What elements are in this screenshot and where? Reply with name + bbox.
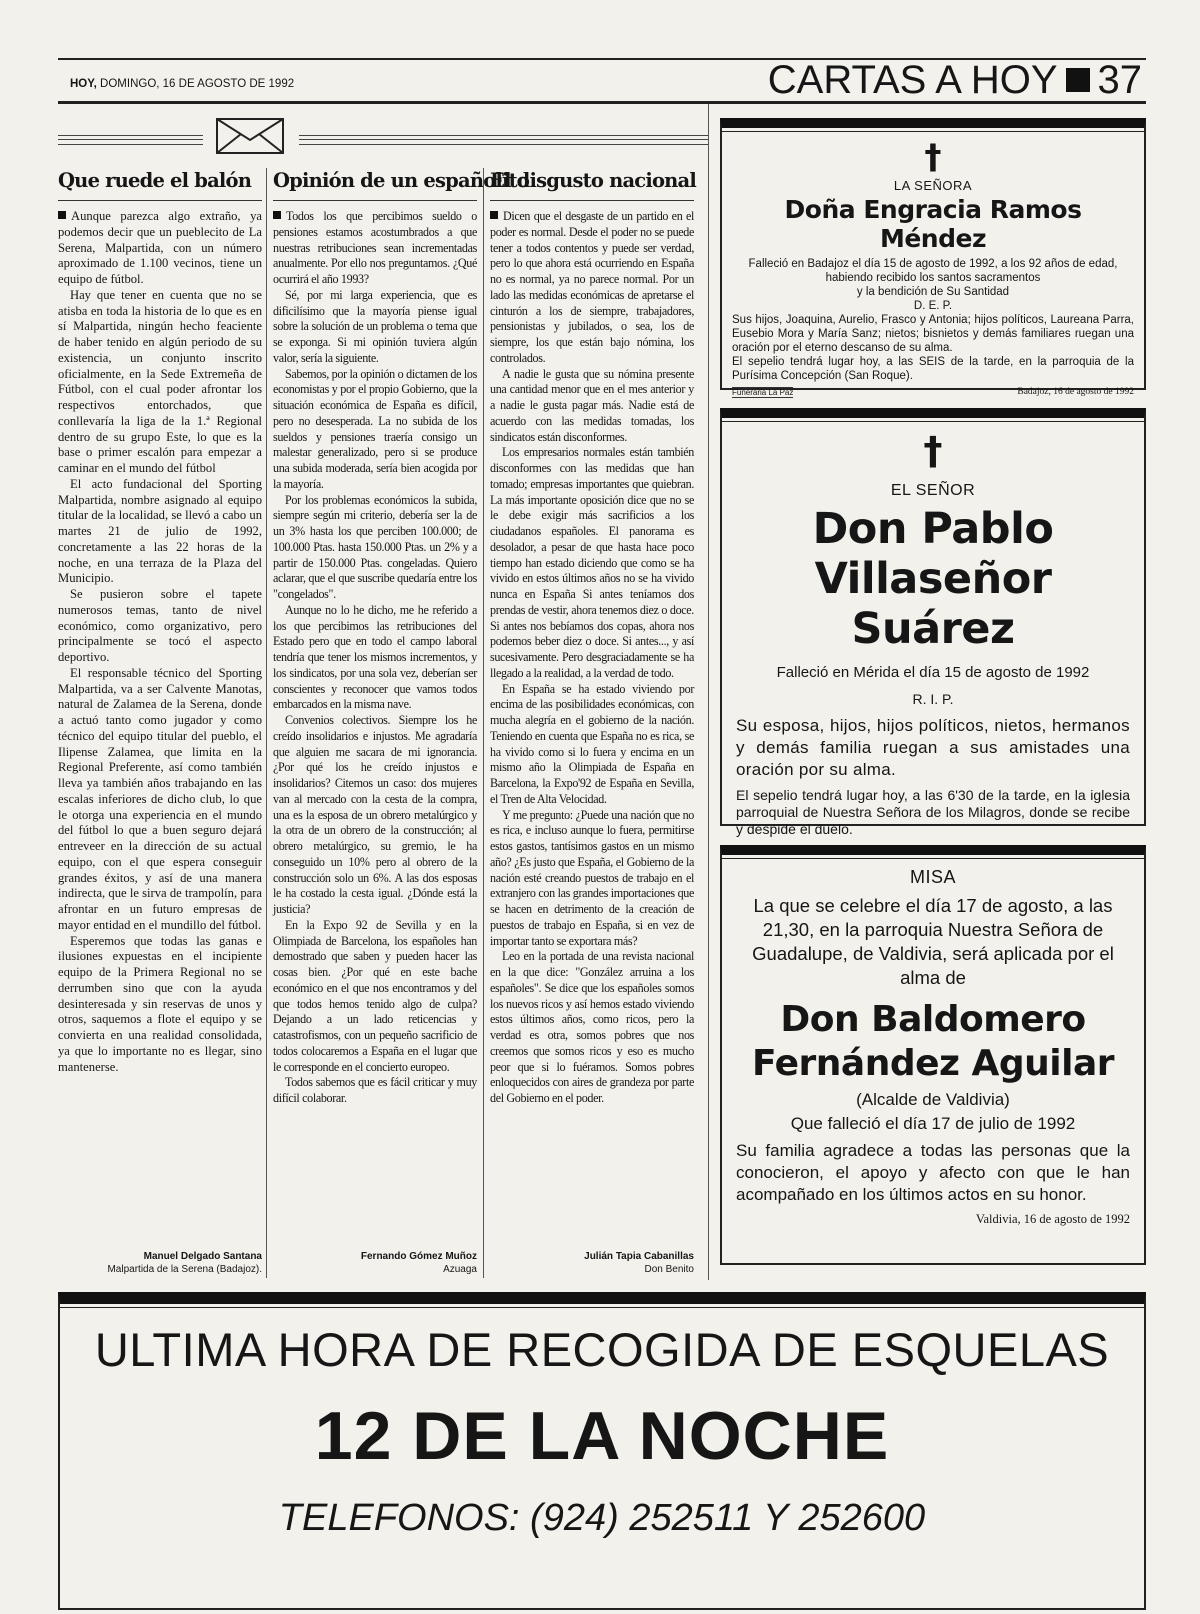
letter-title: Opinión de un españolito [273,168,477,201]
letter-paragraph: A nadie le gusta que su nómina presente una cantidad menor que en el mes anterior y a nadie le gusta pagar más. Nadie está de acuerdo con las medidas tomadas, los sindicatos están disconformes. [490,366,694,444]
deceased-name-last: Villaseñor Suárez [814,554,1052,654]
section-title: CARTAS A HOY [767,58,1058,102]
obituary-honorific: LA SEÑORA [893,178,973,193]
letter-paragraph: Sé, por mi larga experiencia, que es dificilísimo que la mayoría piense igual sobre la solución de un problema o tema que se exponga. Si mi opinión tuviera algún valor, sería la siguiente. [273,287,477,365]
cross-icon: † [923,429,943,473]
page-number: 37 [1097,58,1142,102]
square-bullet-icon [1066,68,1090,92]
cross-icon: † [924,137,942,177]
obituary-place-date: Valdivia, 16 de agosto de 1992 [975,1212,1130,1226]
obituary-rip: D. E. P. [913,300,953,312]
letter-paragraph: El acto fundacional del Sporting Malpartida, nombre asignado al equipo titular de la localidad, se llevó a cabo un martes 21 de julio de 1992, concretamente a las 22 horas de la noche, en una terraza de la Plaza del Municipio. [58,476,262,586]
letter-paragraph: Y me pregunto: ¿Puede una nación que no es rica, e incluso aunque lo fuera, permitirse estos gastos, tantísimos gastos en un mismo año? ¿Es justo que España, el Gobierno de la nación esté creando puestos de trabajo en el extranjero con las grandes importaciones que se hacen en detrimento de la creación de puestos de trabajo en España, si en vez de importar tanto se exportara más? [490,807,694,948]
obituary-family: Su esposa, hijos, hijos políticos, nietos, hermanos y demás familia ruegan a sus amistades una oración por su alma. [736,716,1130,779]
column-divider [483,168,484,1278]
letter-author: Manuel Delgado Santana [143,1251,262,1262]
square-bullet-icon [273,211,281,219]
obituary-place-date: Badajoz, 16 de agosto de 1992 [1017,387,1134,397]
page-header [58,58,1146,104]
letter-paragraph: Se pusieron sobre el tapete numerosos temas, tanto de nivel económico, como organizativo, pero principalmente se tocó el aspecto deportivo. [58,587,262,664]
obituary-engracia [720,118,1146,397]
letter-column-1 [58,168,262,1276]
letter-paragraph: En la Expo 92 de Sevilla y en la Olimpiada de Barcelona, los españoles han demostrado que saben y pueden hacer las cosas bien. ¿Por qué en este bache económico en el que nos encontramos y del que todos hemos tenido algo de culpa? Dejando a un lado reticencias y catastrofismos, con un pequeño sacrificio de todos colocaremos a España en el lugar que le corresponde en el concierto europeo. [273,917,477,1074]
letter-title: Que ruede el balón [58,168,262,201]
letter-signature [361,1250,477,1276]
letter-paragraph: Todos los que percibimos sueldo o pensiones estamos acostumbrados a que nuestras retribuciones sean incrementadas anualmente. Por ello nos preguntamos. ¿Qué ocurrirá el año 1993? [273,209,477,286]
deceased-name-last: Fernández Aguilar [751,1043,1114,1084]
obituary-thanks: Su familia agradece a todas las personas que la conocieron, el apoyo y afecto con que le han acompañado en los últimos actos en su honor. [736,1141,1130,1204]
deceased-name-first: Don Baldomero [780,999,1086,1040]
issue-date: DOMINGO, 16 DE AGOSTO DE 1992 [100,78,295,90]
letter-body [490,209,694,1107]
deceased-name: Doña Engracia Ramos Méndez [784,195,1082,253]
deceased-name-first: Don Pablo [812,504,1054,554]
letter-body [58,209,262,1075]
banner-rules [58,135,708,145]
envelope-icon [203,118,299,154]
obituary-death-notice: Que falleció el día 17 de julio de 1992 [790,1114,1076,1133]
letter-place: Malpartida de la Serena (Badajoz). [107,1264,262,1275]
newspaper-name: HOY, [70,78,97,90]
letters-banner [58,118,708,156]
mass-notice-baldomero [720,845,1146,1265]
notice-headline: ULTIMA HORA DE RECOGIDA DE ESQUELAS [94,1323,1110,1376]
obituary-honorific: EL SEÑOR [890,482,976,499]
deadline-notice [58,1292,1146,1610]
letter-paragraph: Todos sabemos que es fácil criticar y muy difícil colaborar. [273,1075,477,1105]
obituary-blessing: y la bendición de Su Santidad [856,286,1010,298]
mass-heading: MISA [909,867,956,887]
obituary-footer [732,387,1134,398]
obituary-burial: El sepelio tendrá lugar hoy, a las SEIS de la tarde, en la parroquia de la Purísima Concepción (San Roque). [732,356,1134,382]
letter-signature [107,1250,262,1276]
letter-paragraph: Esperemos que todas las ganas e ilusiones expuestas en el incipiente equipo de la Primera Regional no se derrumben sino que con la ayuda desinteresada y sin reservas de unos y otros, saquemos a flote el equipo y se convierta en una realidad consolidada, ya que lo importante no es llegar, sino mantenerse. [58,933,262,1074]
obituary-burial: El sepelio tendrá lugar hoy, a las 6'30 de la tarde, en la iglesia parroquial de Nuestra Señora de los Milagros, donde se recibe y despide el duelo. [736,787,1130,837]
letter-paragraph: Por los problemas económicos la subida, siempre según mi criterio, debería ser la de un 3% hasta los que perciben 100.000; de 100.000 Ptas. hasta 150.000 Ptas. un 2% y a partir de 150.000 Ptas. congeladas. Quiero aclarar, que el que suscribe quedaría entre los "congelados". [273,492,477,601]
deceased-role: (Alcalde de Valdivia) [856,1090,1010,1109]
obituary-pablo [720,408,1146,837]
obituary-death-notice: Falleció en Mérida el día 15 de agosto de 1992 [776,664,1090,681]
letter-column-2 [273,168,530,1276]
obituary-death-notice: Falleció en Badajoz el día 15 de agosto de 1992, a los 92 años de edad, habiendo recibido los santos sacramentos [748,258,1118,284]
letter-place: Don Benito [644,1264,694,1275]
letter-paragraph: Sabemos, por la opinión o dictamen de los economistas y por el propio Gobierno, que la situación económica de España es difícil, pero no desesperada. La no subida de los sueldos y pensiones traería consigo un malestar generalizado, pero si se produce una subida moderada, sería bien acogida por la mayoría. [273,366,477,491]
letter-paragraph: Dicen que el desgaste de un partido en el poder es normal. Desde el poder no se puede tener a todos contentos y puede ser verdad, pero lo que ahora está ocurriendo en España no es normal, ya no parece normal. Por un lado las medidas económicas de apretarse el cinturón a los de siempre, trabajadores, pensionistas y jubilados, o sea, los de siempre, los que están bajo nómina, los controlados. [490,209,694,365]
letter-column-3 [490,168,694,1276]
obituary-rip: R. I. P. [912,691,954,707]
letter-signature [584,1250,694,1276]
letter-place: Azuaga [443,1264,477,1275]
square-bullet-icon [58,211,66,219]
notice-deadline: 12 DE LA NOCHE [314,1398,890,1474]
letter-author: Fernando Gómez Muñoz [360,1251,477,1262]
column-divider [266,168,267,1278]
column-divider [708,104,709,1280]
letter-title: El disgusto nacional [490,168,694,201]
letter-paragraph: En España se ha estado viviendo por encima de las posibilidades económicas, con mucha alegría en el gobierno de la nación. Teniendo en cuenta que España no es rica, se ha vivido como si lo fuera y encima en un mismo año la Olimpiada de España en Barcelona, la Expo'92 de España en Sevilla, el Tren de Alta Velocidad. [490,681,694,806]
letter-author: Julián Tapia Cabanillas [584,1251,694,1262]
mass-intro: La que se celebre el día 17 de agosto, a las 21,30, en la parroquia Nuestra Señora de Guadalupe, de Valdivia, será aplicada por el alma de [752,895,1114,988]
notice-phones: TELEFONOS: (924) 252511 Y 252600 [278,1497,926,1539]
square-bullet-icon [490,211,498,219]
letter-paragraph: Aunque parezca algo extraño, ya podemos decir que un pueblecito de La Serena, Malpartida, con un número aproximado de 1.100 vecinos, tiene un equipo de fútbol. [58,209,262,286]
letter-paragraph: El responsable técnico del Sporting Malpartida, va a ser Calvente Manotas, natural de Zalamea de la Serena, donde a actuó tanto como jugador y como técnico del equipo titular del pueblo, el Ilipense Zalamea, que limita en la Regional Preferente, así como también lleva ya también años trabajando en las escalas inferiores de dicho club, lo que le otorga una experiencia en el mundo del fútbol lo que a buen seguro dejará entreveer en la dirección de su actual equipo, con el que espera conseguir grandes éxitos, y así de una manera indirecta, que le sirva de trampolín, para afrontar en un futuro empresas de mayor entidad en el mundillo del fútbol. [58,665,262,932]
letter-paragraph: Leo en la portada de una revista nacional en la que dice: "González arruina a los españoles". Se dice que los españoles somos los nuevos ricos y así hemos estado viviendo estos últimos años, como ricos, pero la verdad es otra, somos pobres que nos creemos que somos ricos y eso es mucho peor que si lo fuéramos. Somos pobres enloquecidos con aires de grandeza por parte del Gobierno en el poder. [490,949,694,1105]
letter-paragraph: Convenios colectivos. Siempre los he creído insolidarios e injustos. Me agradaría que alguien me sacara de mi ignorancia. ¿Por qué los he creído injustos e insolidarios? Citemos un caso: dos mujeres van al mercado con la cesta de la compra, una es la esposa de un obrero metalúrgico y la otra de un obrero de la construcción; al obrero metalúrgico, su gremio, le ha conseguido un 10% pero al obrero de la construcción solo un 6%. A las dos esposas le ha costado la cesta igual. ¿Dónde está la justicia? [273,713,477,916]
letter-paragraph: Hay que tener en cuenta que no se atisba en toda la historia de lo que es en sí Malpartida, ningún hecho feaciente de haber tenido en algún periodo de su existencia, un conjunto inscrito oficialmente, en la Sede Extremeña de Fútbol, con el cual poder afrontar los respectivos entorchados, que conllevaría la liga de la 1.ª Regional dentro de su grupo Este, lo que es la base o primer escalón para empezar a caminar en el mundo del fútbol [58,287,262,475]
letter-paragraph: Aunque no lo he dicho, me he referido a los que percibimos las retribuciones del Estado pero que en todo el campo laboral tendría que tener los mismos incrementos, y los sindicatos, por una sola vez, deberían ser conscientes y reconocer que vamos todos embarcados en la misma nave. [273,602,477,712]
header-section [768,58,1142,103]
letter-body [273,209,477,1107]
funeral-home: Funeraria La Paz [732,388,794,397]
letter-paragraph: Los empresarios normales están también disconformes con las medidas que han tomado; empresas importantes que quiebran. La más importante oposición dice que no se le debe exigir más sacrificios a los ciudadanos españoles. El panorama es desolador, a pesar de que hasta hace poco tiempo han estado diciendo que como se ha vivido en estos últimos años no se ha vivido nunca en España Si antes teníamos dos prendas de vestir, ahora tenemos diez o doce. Si antes nos bebíamos dos copas, ahora nos podemos beber diez o doce. Si antes..., y así sucesivamente. Pero desgraciadamente se ha llegado a la realidad, a la verdad de todo. [490,445,694,680]
obituary-family: Sus hijos, Joaquina, Aurelio, Frasco y Antonia; hijos políticos, Laureana Parra, Eusebio Mora y María Sanz; nietos; bisnietos y demás familiares ruegan una oración por el eterno descanso de su alma. [732,314,1134,354]
header-date [70,78,294,90]
